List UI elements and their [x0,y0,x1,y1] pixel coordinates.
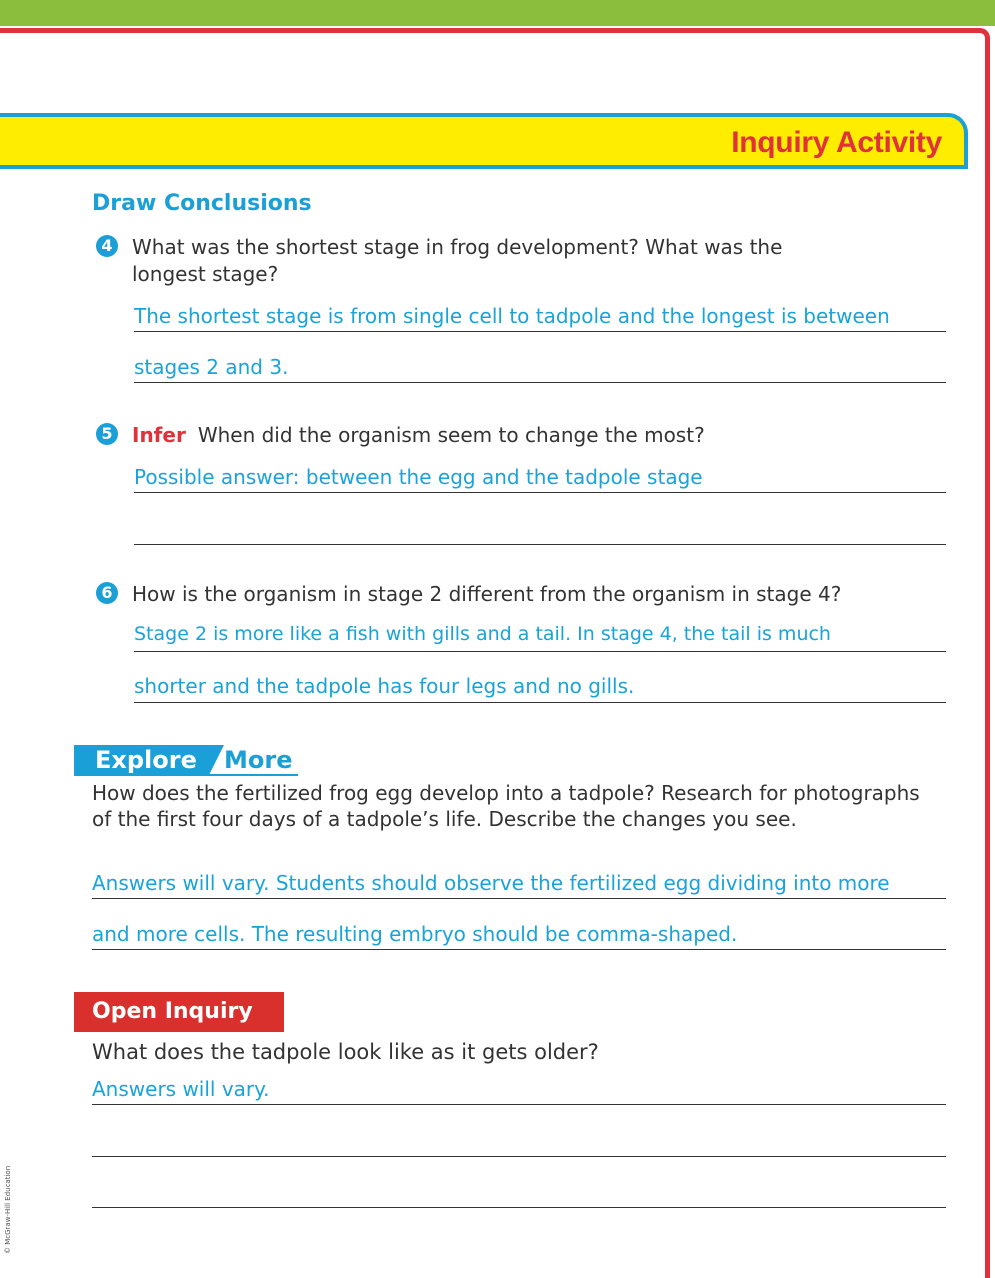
answer-rule [134,382,946,383]
explore-more-underline [74,774,298,776]
question-5-prompt: When did the organism seem to change the most? [197,423,705,447]
answer-rule [134,331,946,332]
explore-label: Explore [95,746,197,774]
answer-rule [92,949,946,950]
question-4-answer-line-1[interactable]: The shortest stage is from single cell to tadpole and the longest is between [134,304,890,328]
answer-rule [134,492,946,493]
question-number-6: 6 [96,582,118,604]
explore-more-answer-line-2[interactable]: and more cells. The resulting embryo should be comma-shaped. [92,922,738,946]
answer-rule [134,651,946,652]
question-5-prompt-row [132,422,705,449]
answer-rule [134,702,946,703]
question-4-prompt: What was the shortest stage in frog development? What was the longest stage? [132,235,783,286]
top-color-bar [0,0,995,26]
infer-label: Infer [132,423,186,447]
explore-more-answer-line-1[interactable]: Answers will vary. Students should observe the fertilized egg dividing into more [92,871,890,895]
question-6-answer-line-2[interactable]: shorter and the tadpole has four legs and no gills. [134,674,635,698]
more-label: More [224,746,293,774]
explore-more-prompt: How does the fertilized frog egg develop into a tadpole? Research for photographs of the first four days of a tadpole’s life. Describe the changes you see. [92,781,920,831]
question-6-answer-line-1[interactable]: Stage 2 is more like a fish with gills and a tail. In stage 4, the tail is much [134,623,831,645]
page-title: Inquiry Activity [731,126,942,159]
inquiry-activity-banner [0,113,968,169]
answer-rule [92,1207,946,1208]
question-number-5: 5 [96,423,118,445]
answer-rule [92,1104,946,1105]
question-number-4: 4 [96,235,118,257]
question-6-prompt: How is the organism in stage 2 different from the organism in stage 4? [132,582,842,606]
question-4-answer-line-2[interactable]: stages 2 and 3. [134,355,289,379]
answer-rule [92,1156,946,1157]
answer-rule [92,898,946,899]
open-inquiry-tab: Open Inquiry [74,992,284,1032]
draw-conclusions-heading: Draw Conclusions [92,191,312,216]
open-inquiry-answer-line-1[interactable]: Answers will vary. [92,1077,270,1101]
copyright-notice: © McGraw-Hill Education [4,1165,12,1254]
question-5-answer-line-1[interactable]: Possible answer: between the egg and the tadpole stage [134,465,703,489]
open-inquiry-prompt: What does the tadpole look like as it gets older? [92,1040,599,1064]
answer-rule [134,544,946,545]
